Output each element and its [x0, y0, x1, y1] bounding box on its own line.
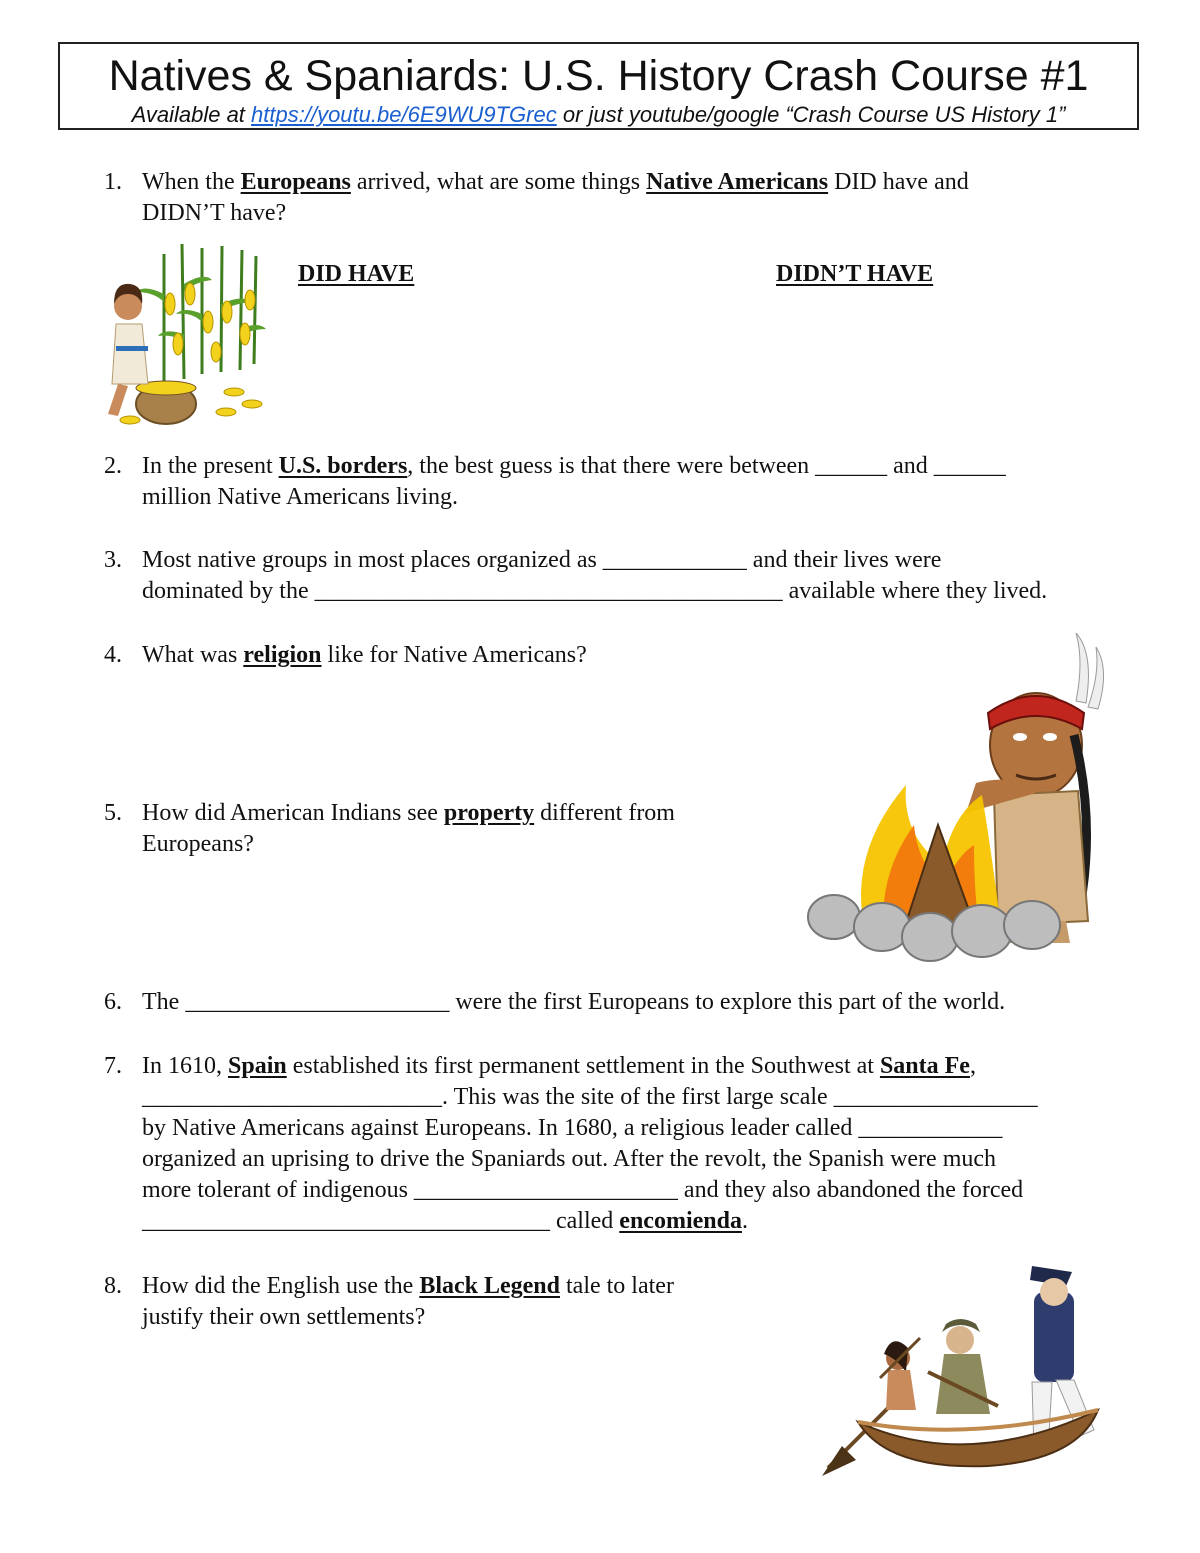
available-suffix: or just youtube/google “Crash Course US History 1” — [556, 102, 1066, 127]
question-number: 1. — [104, 169, 122, 195]
q4-keyword-religion: religion — [243, 642, 322, 668]
q5-text-2: different from — [534, 800, 675, 826]
q7-line-3: by Native Americans against Europeans. In 1680, a religious leader called ____________ — [142, 1115, 1003, 1141]
q1-text-2: arrived, what are some things — [350, 169, 647, 195]
q7-line-6a: __________________________________ called — [142, 1208, 620, 1234]
q4-text-1: What was — [142, 642, 244, 668]
q8-keyword-black-legend: Black Legend — [419, 1273, 560, 1299]
q1-text-3: DID have and — [828, 169, 969, 195]
page-title: Natives & Spaniards: U.S. History Crash Course #1 — [108, 52, 1089, 100]
q2-text-1: In the present — [142, 453, 279, 479]
question-3 — [104, 545, 1047, 607]
q1-text-1: When the — [142, 169, 241, 195]
question-number: 7. — [104, 1053, 122, 1079]
didnt-have-heading: DIDN’T HAVE — [776, 261, 934, 287]
title-box — [58, 42, 1139, 130]
q5-keyword-property: property — [443, 800, 535, 826]
q8-text-1: How did the English use the — [142, 1273, 420, 1299]
q8-text-2: tale to later — [560, 1273, 674, 1299]
q5-text-1: How did American Indians see — [142, 800, 444, 826]
q7-line-6b: . — [741, 1208, 748, 1234]
q5-line-2: Europeans? — [142, 831, 254, 857]
corn-farmer-illustration — [104, 234, 270, 430]
q2-text-2: , the best guess is that there were between ______ and ______ — [407, 453, 1006, 479]
q7-text-3: , — [969, 1053, 976, 1079]
q7-line-5: more tolerant of indigenous ______________________ and they also abandoned the forced — [142, 1177, 1024, 1203]
q7-keyword-santa-fe: Santa Fe — [879, 1053, 970, 1079]
q7-line-4: organized an uprising to drive the Spaniards out. After the revolt, the Spanish were much — [142, 1146, 997, 1172]
question-8 — [104, 1271, 674, 1333]
available-prefix: Available at — [131, 102, 252, 127]
q7-text-2: established its first permanent settlement in the Southwest at — [286, 1053, 880, 1079]
q7-keyword-encomienda: encomienda — [619, 1208, 742, 1234]
q6-line-1: The ______________________ were the first Europeans to explore this part of the world. — [142, 989, 1006, 1015]
question-7 — [104, 1051, 1038, 1237]
q7-text-1: In 1610, — [142, 1053, 228, 1079]
question-6 — [104, 987, 1005, 1018]
q3-line-1: Most native groups in most places organized as ____________ and their lives were — [142, 547, 942, 573]
subtitle — [60, 102, 1137, 128]
question-5 — [104, 798, 675, 860]
question-number: 8. — [104, 1273, 122, 1299]
q8-line-2: justify their own settlements? — [142, 1304, 426, 1330]
question-number: 2. — [104, 453, 122, 479]
q2-keyword-us-borders: U.S. borders — [278, 453, 408, 479]
video-link[interactable]: https://youtu.be/6E9WU9TGrec — [251, 102, 557, 127]
question-2 — [104, 451, 1006, 513]
campfire-illustration — [806, 625, 1111, 970]
q1-line-2: DIDN’T have? — [142, 200, 287, 226]
canoe-illustration — [818, 1262, 1108, 1488]
q4-text-2: like for Native Americans? — [321, 642, 587, 668]
q7-keyword-spain: Spain — [228, 1053, 287, 1079]
question-number: 6. — [104, 989, 122, 1015]
question-number: 3. — [104, 547, 122, 573]
q1-keyword-native-americans: Native Americans — [646, 169, 829, 195]
q3-line-2: dominated by the _______________________________________ available where they lived. — [142, 578, 1048, 604]
question-4 — [104, 640, 587, 671]
question-number: 5. — [104, 800, 122, 826]
q7-line-2: _________________________. This was the site of the first large scale _________________ — [142, 1084, 1038, 1110]
question-1 — [104, 167, 969, 229]
question-number: 4. — [104, 642, 122, 668]
q1-keyword-europeans: Europeans — [240, 169, 351, 195]
did-have-heading: DID HAVE — [298, 261, 415, 287]
q2-line-2: million Native Americans living. — [142, 484, 458, 510]
